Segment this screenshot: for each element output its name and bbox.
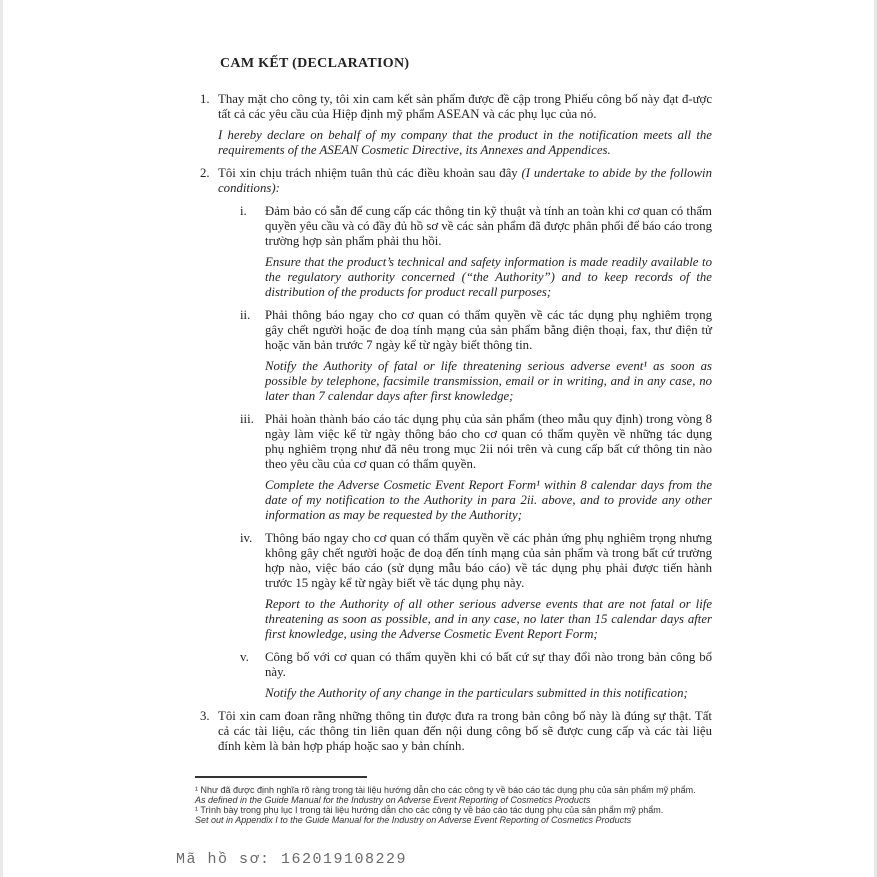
declaration-item-2 [200, 166, 712, 701]
sub-item-marker: ii. [240, 308, 251, 322]
declaration-item-3 [200, 709, 712, 754]
sub-item-iv-english-text: Report to the Authority of all other serious adverse events that are not fatal or life threatening as soon as possible, and in any case, no later than 15 calendar days after first knowledge, using the Adverse Cosmetic Event Report Form; [265, 597, 712, 641]
item-number: 1. [200, 92, 210, 106]
sub-item-v [240, 650, 712, 701]
item-1-vietnamese-text: Thay mặt cho công ty, tôi xin cam kết sản phẩm được đề cập trong Phiếu công bố này đạt đ-ược tất cả các yêu cầu của Hiệp định mỹ phẩm ASEAN và các phụ lục của nó. [218, 92, 712, 121]
item-2-intro-text [218, 166, 712, 196]
footnote-1-vietnamese: ¹ Như đã được định nghĩa rõ ràng trong tài liệu hướng dẫn cho các công ty về báo cáo tác dụng phụ của sản phẩm mỹ phẩm. [195, 785, 696, 795]
sub-item-iv [240, 531, 712, 642]
page-edge-left [0, 0, 3, 877]
footnote-1-english: As defined in the Guide Manual for the Industry on Adverse Event Reporting of Cosmetics Products [195, 795, 591, 805]
declaration-item-1 [200, 92, 712, 158]
sub-item-iii-english-text: Complete the Adverse Cosmetic Event Report Form¹ within 8 calendar days from the date of my notification to the Authority in para 2ii. above, and to provide any other information as may be requested by the Authority; [265, 478, 712, 522]
sub-item-marker: iv. [240, 531, 253, 545]
sub-item-i [240, 204, 712, 300]
page-title: CAM KẾT (DECLARATION) [220, 56, 410, 71]
item-number: 3. [200, 709, 210, 723]
item-2-english-intro: (I undertake to abide by the followin conditions): [218, 166, 712, 195]
sub-item-ii [240, 308, 712, 404]
footnotes-section [195, 776, 712, 825]
declaration-section [176, 56, 712, 868]
item-number: 2. [200, 166, 210, 180]
footnote-2-english: Set out in Appendix I to the Guide Manual for the Industry on Adverse Event Reporting of Cosmetics Products [195, 815, 632, 825]
sub-item-marker: iii. [240, 412, 254, 426]
sub-item-marker: v. [240, 650, 249, 664]
sub-item-i-vietnamese-text: Đảm bảo có sẵn để cung cấp các thông tin kỹ thuật và tính an toàn khi cơ quan có thẩm quyền yêu cầu và có đầy đủ hồ sơ về các sản phẩm đã được phân phối để báo cáo trong trường hợp sản phẩm phải thu hồi. [265, 204, 712, 248]
sub-item-v-vietnamese-text: Công bố với cơ quan có thẩm quyền khi có bất cứ sự thay đổi nào trong bản công bố này. [265, 650, 712, 679]
sub-item-i-english-text: Ensure that the product’s technical and safety information is made readily available to the regulatory authority concerned (“the Authority”) and to keep records of the distribution of the products for product recall purposes; [265, 255, 712, 299]
dossier-code: Mã hồ sơ: 162019108229 [176, 851, 408, 868]
footnote-divider [195, 776, 367, 778]
footnote-2-vietnamese: ¹ Trình bày trong phụ lục I trong tài liệu hướng dẫn cho các công ty về báo cáo tác dụng phụ của sản phẩm mỹ phẩm. [195, 805, 664, 815]
sub-item-ii-vietnamese-text: Phải thông báo ngay cho cơ quan có thẩm quyền về các tác dụng phụ nghiêm trọng gây chết người hoặc đe doạ tính mạng của sản phẩm bằng điện thoại, fax, thư điện tử hoặc văn bản trước 7 ngày kể từ ngày biết thông tin. [265, 308, 712, 352]
item-1-english-text: I hereby declare on behalf of my company that the product in the notification meets all the requirements of the ASEAN Cosmetic Directive, its Annexes and Appendices. [218, 128, 712, 157]
sub-item-ii-english-text: Notify the Authority of fatal or life threatening serious adverse event¹ as soon as possible by telephone, facsimile transmission, email or in writing, and in any case, no later than 7 calendar days after first knowledge; [265, 359, 712, 403]
sub-item-iv-vietnamese-text: Thông báo ngay cho cơ quan có thẩm quyền về các phản ứng phụ nghiêm trọng nhưng không gây chết người hoặc đe doạ đến tính mạng của sản phẩm và trong bất cứ trường hợp nào, việc báo cáo (sử dụng mẫu báo cáo) về tác dụng phụ phải được tiến hành trước 15 ngày kể từ ngày biết về tác dụng phụ này. [265, 531, 712, 590]
sub-item-iii [240, 412, 712, 523]
item-3-vietnamese-text: Tôi xin cam đoan rằng những thông tin được đưa ra trong bản công bố này là đúng sự thật. Tất cả các tài liệu, các thông tin liên quan đến nội dung công bố sẽ được cung cấp và các tài liệu đính kèm là bản hợp pháp hoặc sao y bản chính. [218, 709, 712, 753]
item-2-vietnamese-intro: Tôi xin chịu trách nhiệm tuân thủ các điều khoản sau đây [218, 166, 518, 180]
sub-item-iii-vietnamese-text: Phải hoàn thành báo cáo tác dụng phụ của sản phẩm (theo mẫu quy định) trong vòng 8 ngày làm việc kể từ ngày thông báo cho cơ quan có thẩm quyền về những tác dụng phụ nghiêm trọng như đã nêu trong mục 2ii nói trên và cung cấp bất cứ thông tin nào theo yêu cầu của cơ quan có thẩm quyền. [265, 412, 712, 471]
sub-item-marker: i. [240, 204, 247, 218]
sub-item-v-english-text: Notify the Authority of any change in the particulars submitted in this notification; [265, 686, 688, 700]
